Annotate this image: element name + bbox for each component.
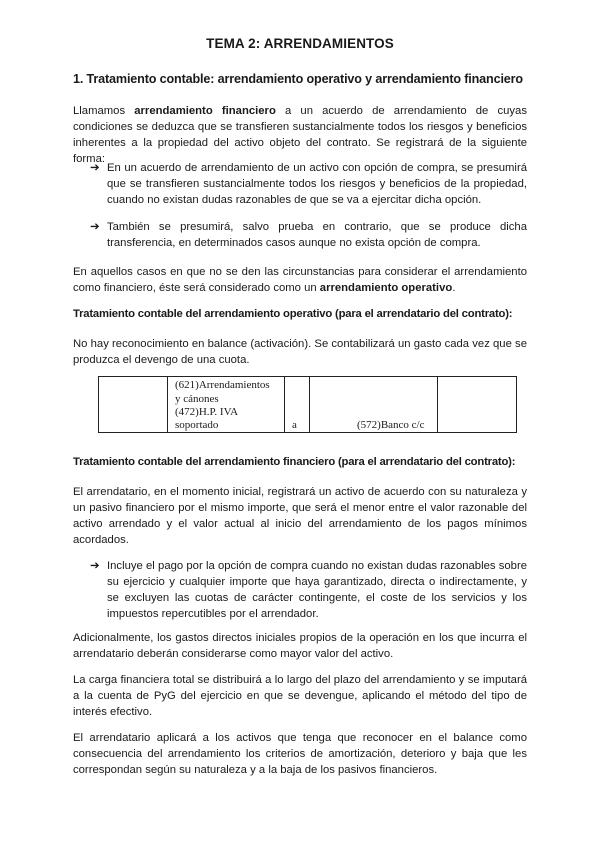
table-divider: [437, 377, 438, 432]
bullet-item: [90, 558, 527, 622]
debit-account-line: soportado: [175, 419, 219, 431]
intro-text-post: a un acuerdo de arrendamiento de cuyas condiciones se deduzca que se transfieren sustancialmente todos los riesgos y beneficios inherentes a la propiedad del activo objeto del contrato. Se registrará de la siguiente forma:: [73, 105, 527, 165]
amortizacion-paragraph: El arrendatario aplicará a los activos que tenga que reconocer en el balance como consecuencia del arrendamiento los criterios de amortización, deterioro y baja que les correspondan según su naturaleza y a la baja de los pasivos financieros.: [73, 732, 527, 776]
bullet-item: [90, 160, 527, 208]
debit-account-line: (472)H.P. IVA: [175, 406, 239, 418]
operativo-paragraph: No hay reconocimiento en balance (activación). Se contabilizará un gasto cada vez que se produzca el devengo de una cuota.: [73, 338, 527, 366]
financiero-heading: Tratamiento contable del arrendamiento financiero (para el arrendatario del contrato):: [73, 456, 516, 468]
operativo-definition-paragraph: [73, 264, 527, 296]
table-divider: [167, 377, 168, 432]
arrow-icon: ➔: [90, 560, 100, 572]
table-divider: [284, 377, 285, 432]
bullet-item: [90, 219, 527, 251]
journal-entry-table: [98, 376, 517, 433]
intro-text-bold: arrendamiento financiero: [134, 105, 276, 117]
intro-text-pre: Llamamos: [73, 105, 135, 117]
debit-account-line: y cánones: [175, 393, 219, 405]
debit-account-line: (621)Arrendamientos: [175, 379, 270, 391]
operativo-text-bold: arrendamiento operativo: [319, 282, 453, 294]
gastos-paragraph: Adicionalmente, los gastos directos iniciales propios de la operación en los que incurra el arrendatario deberán considerarse como mayor valor del activo.: [73, 632, 527, 660]
carga-financiera-paragraph: La carga financiera total se distribuirá a lo largo del plazo del arrendamiento y se imputará a la cuenta de PyG del ejercicio en que se devengue, aplicando el método del tipo de interés efectivo.: [73, 674, 527, 718]
bullet-text: Incluye el pago por la opción de compra cuando no existan dudas razonables sobre su ejercicio y cualquier importe que haya garantizado, directa o indirectamente, y se excluyen las cuotas de carácter contingente, el coste de los servicios y los impuestos repercutibles por el arrendador.: [107, 560, 527, 620]
bullet-text: También se presumirá, salvo prueba en contrario, que se produce dicha transferencia, en determinados casos aunque no exista opción de compra.: [107, 221, 527, 249]
credit-account: (572)Banco c/c: [357, 419, 425, 431]
arrow-icon: ➔: [90, 221, 100, 233]
table-divider: [309, 377, 310, 432]
operativo-text-pre: En aquellos casos en que no se den las circunstancias para considerar el arrendamiento como financiero, éste será considerado como un: [73, 266, 527, 294]
bullet-text: En un acuerdo de arrendamiento de un activo con opción de compra, se presumirá que se transfieren sustancialmente todos los riesgos y beneficios de la propiedad, cuando no existan dudas razonables de que se va a ejercitar dicha opción.: [107, 162, 527, 206]
arrow-icon: ➔: [90, 162, 100, 174]
financiero-paragraph: El arrendatario, en el momento inicial, registrará un activo de acuerdo con su naturaleza y un pasivo financiero por el mismo importe, que será el menor entre el valor razonable del activo arrendado y el valor actual al inicio del arrendamiento de los pagos mínimos acordados.: [73, 486, 527, 546]
operativo-text-post: .: [452, 282, 456, 294]
page-title: TEMA 2: ARRENDAMIENTOS: [206, 36, 394, 51]
operativo-heading: Tratamiento contable del arrendamiento operativo (para el arrendatario del contrato):: [73, 308, 513, 320]
section-heading: 1. Tratamiento contable: arrendamiento operativo y arrendamiento financiero: [73, 72, 523, 86]
intro-paragraph: [73, 103, 527, 167]
journal-separator: a: [292, 419, 297, 431]
